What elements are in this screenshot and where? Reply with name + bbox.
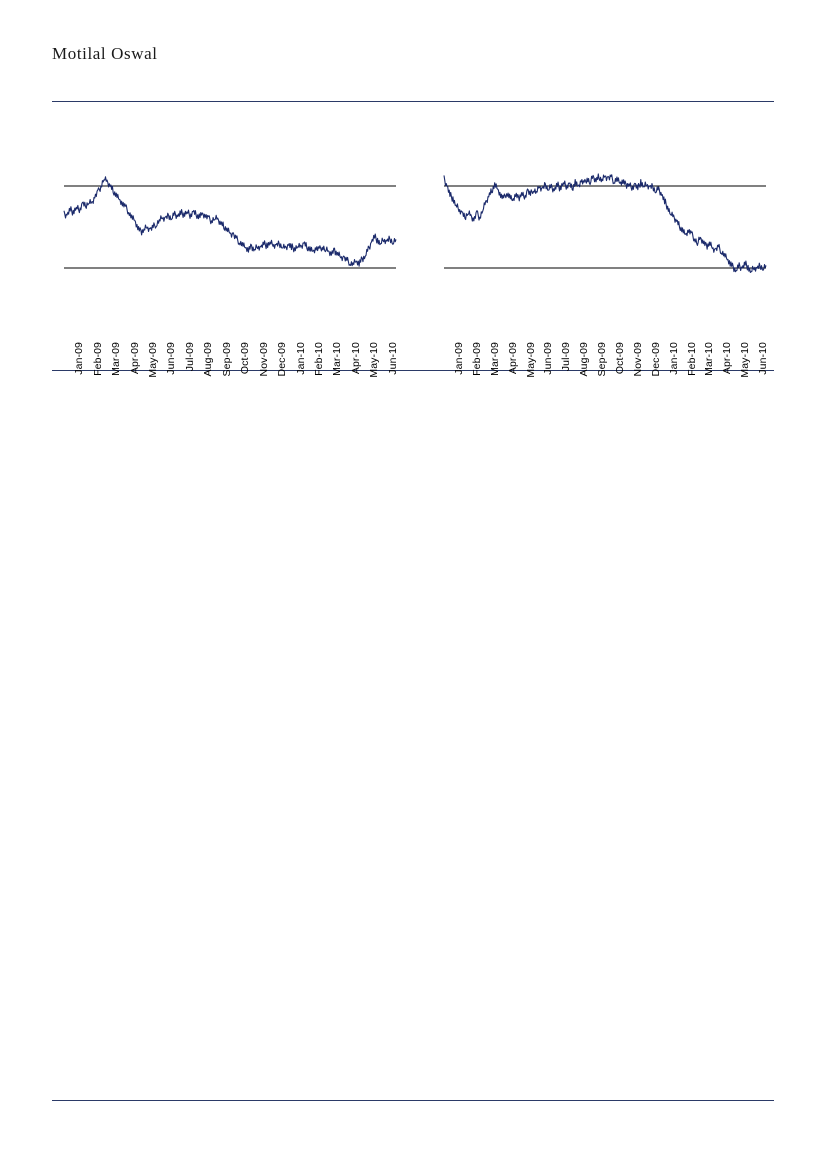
x-tick-label: Dec-09 xyxy=(649,342,662,377)
x-tick-label: Feb-09 xyxy=(91,342,104,376)
x-tick-label: Jul-09 xyxy=(560,342,573,372)
section-divider xyxy=(52,370,774,371)
x-tick-label: Feb-10 xyxy=(313,342,325,376)
x-tick-label: Jan-09 xyxy=(73,342,86,375)
x-tick-label: Mar-09 xyxy=(488,342,501,376)
x-tick-label: Sep-09 xyxy=(220,342,233,377)
x-tick-label: Oct-09 xyxy=(613,342,626,375)
x-tick-label: Oct-09 xyxy=(239,342,252,375)
x-tick-label: Jan-10 xyxy=(667,342,680,375)
x-tick-label: Jun-10 xyxy=(386,342,399,375)
chart-right-plot xyxy=(440,160,770,278)
chart-right xyxy=(440,160,770,378)
x-tick-label: Mar-10 xyxy=(331,342,344,376)
x-tick-label: May-09 xyxy=(147,342,159,378)
x-tick-label: Nov-09 xyxy=(257,342,270,377)
x-tick-label: Feb-10 xyxy=(685,342,698,376)
x-tick-label: Jan-10 xyxy=(294,342,307,375)
x-tick-label: Apr-09 xyxy=(128,342,141,375)
chart-right-axis-labels xyxy=(440,284,770,378)
page-title xyxy=(52,44,158,64)
x-tick-label: Nov-09 xyxy=(631,342,644,377)
x-tick-label: Jan-09 xyxy=(452,342,465,375)
header-divider xyxy=(52,101,774,102)
x-tick-label: Apr-10 xyxy=(721,342,734,375)
chart-left-plot xyxy=(60,160,400,278)
x-tick-label: Mar-10 xyxy=(703,342,716,376)
x-tick-label: Apr-10 xyxy=(349,342,362,375)
x-tick-label: Dec-09 xyxy=(276,342,289,377)
x-tick-label: Jun-10 xyxy=(757,342,770,375)
x-tick-label: Jun-09 xyxy=(542,342,555,375)
chart-left-axis-labels xyxy=(60,284,400,378)
x-tick-label: May-09 xyxy=(524,342,537,378)
x-tick-label: May-10 xyxy=(739,342,752,378)
x-tick-label: Aug-09 xyxy=(202,342,215,377)
brand-text: Motilal Oswal xyxy=(52,44,158,63)
x-tick-label: Aug-09 xyxy=(578,342,591,377)
x-tick-label: Jul-09 xyxy=(183,342,196,372)
x-tick-label: Jun-09 xyxy=(165,342,178,375)
footer-divider xyxy=(52,1100,774,1101)
x-tick-label: Apr-09 xyxy=(506,342,519,375)
x-tick-label: Feb-09 xyxy=(470,342,483,376)
x-tick-label: Sep-09 xyxy=(596,342,609,377)
x-tick-label: May-10 xyxy=(368,342,381,378)
x-tick-label: Mar-09 xyxy=(110,342,123,376)
chart-left xyxy=(60,160,400,378)
